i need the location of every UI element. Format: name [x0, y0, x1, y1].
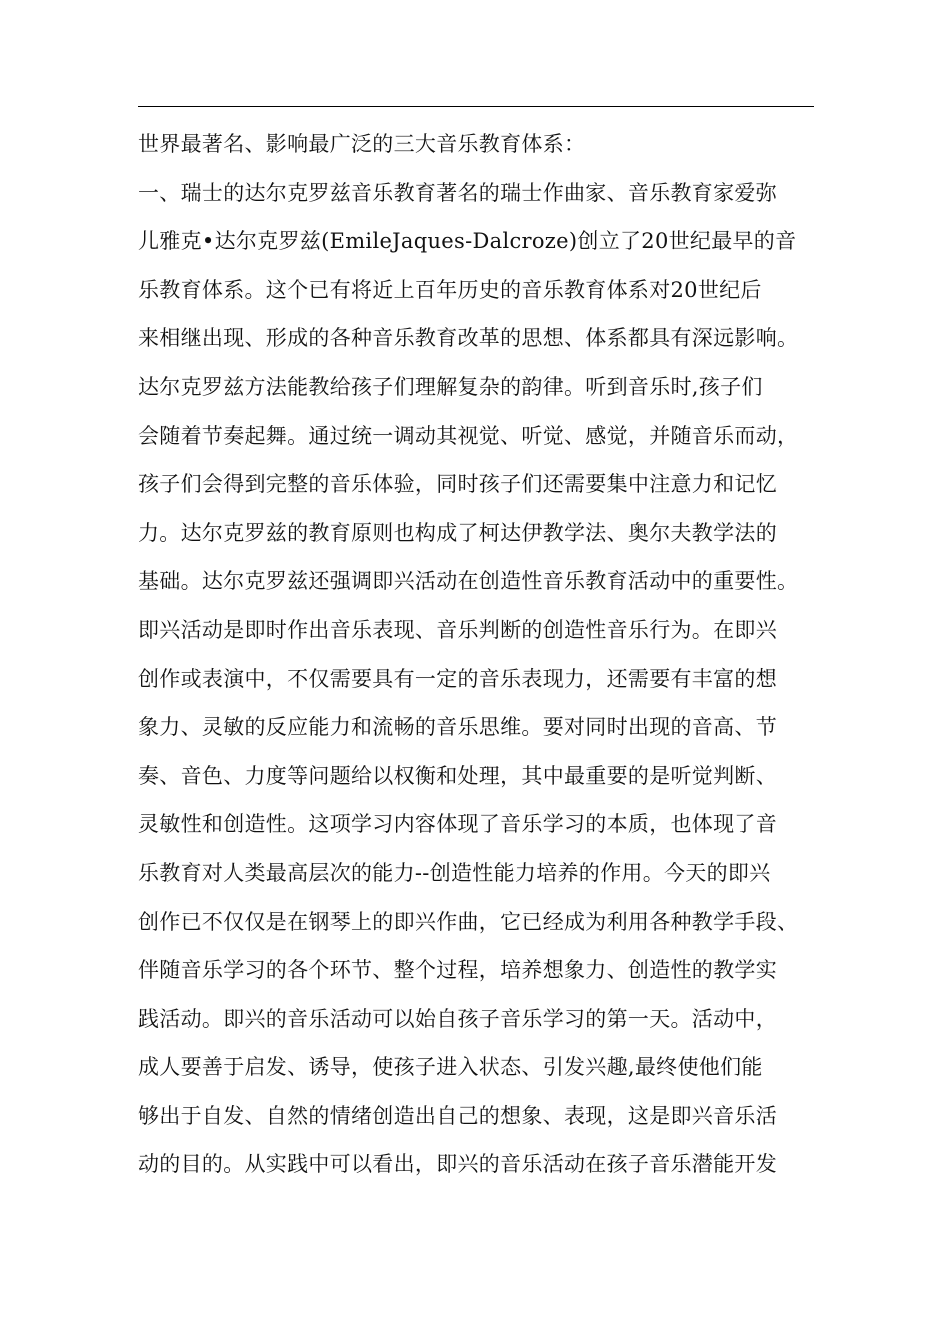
text-line: 够出于自发、自然的情绪创造出自己的想象、表现，这是即兴音乐活	[138, 1103, 777, 1128]
text-line: 灵敏性和创造性。这项学习内容体现了音乐学习的本质，也体现了音	[138, 812, 777, 837]
body-text	[138, 120, 828, 1189]
text-line: 动的目的。从实践中可以看出，即兴的音乐活动在孩子音乐潜能开发	[138, 1152, 777, 1177]
text-line: 基础。达尔克罗兹还强调即兴活动在创造性音乐教育活动中的重要性。	[138, 569, 799, 594]
text-line: 世界最著名、影响最广泛的三大音乐教育体系：	[138, 132, 586, 156]
text-line: 象力、灵敏的反应能力和流畅的音乐思维。要对同时出现的音高、节	[138, 715, 777, 740]
text-line: 即兴活动是即时作出音乐表现、音乐判断的创造性音乐行为。在即兴	[138, 617, 777, 642]
text-line: 孩子们会得到完整的音乐体验，同时孩子们还需要集中注意力和记忆	[138, 472, 777, 497]
text-line: 奏、音色、力度等问题给以权衡和处理，其中最重要的是听觉判断、	[138, 763, 777, 788]
text-line: 伴随音乐学习的各个环节、整个过程，培养想象力、创造性的教学实	[138, 958, 777, 983]
text-line: 乐教育对人类最高层次的能力--创造性能力培养的作用。今天的即兴	[138, 860, 771, 885]
text-line: 创作或表演中，不仅需要具有一定的音乐表现力，还需要有丰富的想	[138, 666, 777, 691]
text-line: 践活动。即兴的音乐活动可以始自孩子音乐学习的第一天。活动中，	[138, 1006, 777, 1031]
text-line: 达尔克罗兹方法能教给孩子们理解复杂的韵律。听到音乐时,孩子们	[138, 374, 763, 399]
text-line: 乐教育体系。这个已有将近上百年历史的音乐教育体系对20世纪后	[138, 277, 762, 302]
text-line: 一、瑞士的达尔克罗兹音乐教育著名的瑞士作曲家、音乐教育家爱弥	[138, 180, 777, 205]
text-line: 创作已不仅仅是在钢琴上的即兴作曲，它已经成为利用各种教学手段、	[138, 909, 799, 934]
text-line: 儿雅克•达尔克罗兹(EmileJaques-Dalcroze)创立了20世纪最早的音	[138, 229, 797, 254]
text-line: 成人要善于启发、诱导，使孩子进入状态、引发兴趣,最终使他们能	[138, 1055, 763, 1080]
text-line: 来相继出现、形成的各种音乐教育改革的思想、体系都具有深远影响。	[138, 326, 799, 351]
header-rule	[138, 106, 814, 107]
text-line: 会随着节奏起舞。通过统一调动其视觉、听觉、感觉，并随音乐而动，	[138, 423, 799, 448]
text-line: 力。达尔克罗兹的教育原则也构成了柯达伊教学法、奥尔夫教学法的	[138, 520, 777, 545]
